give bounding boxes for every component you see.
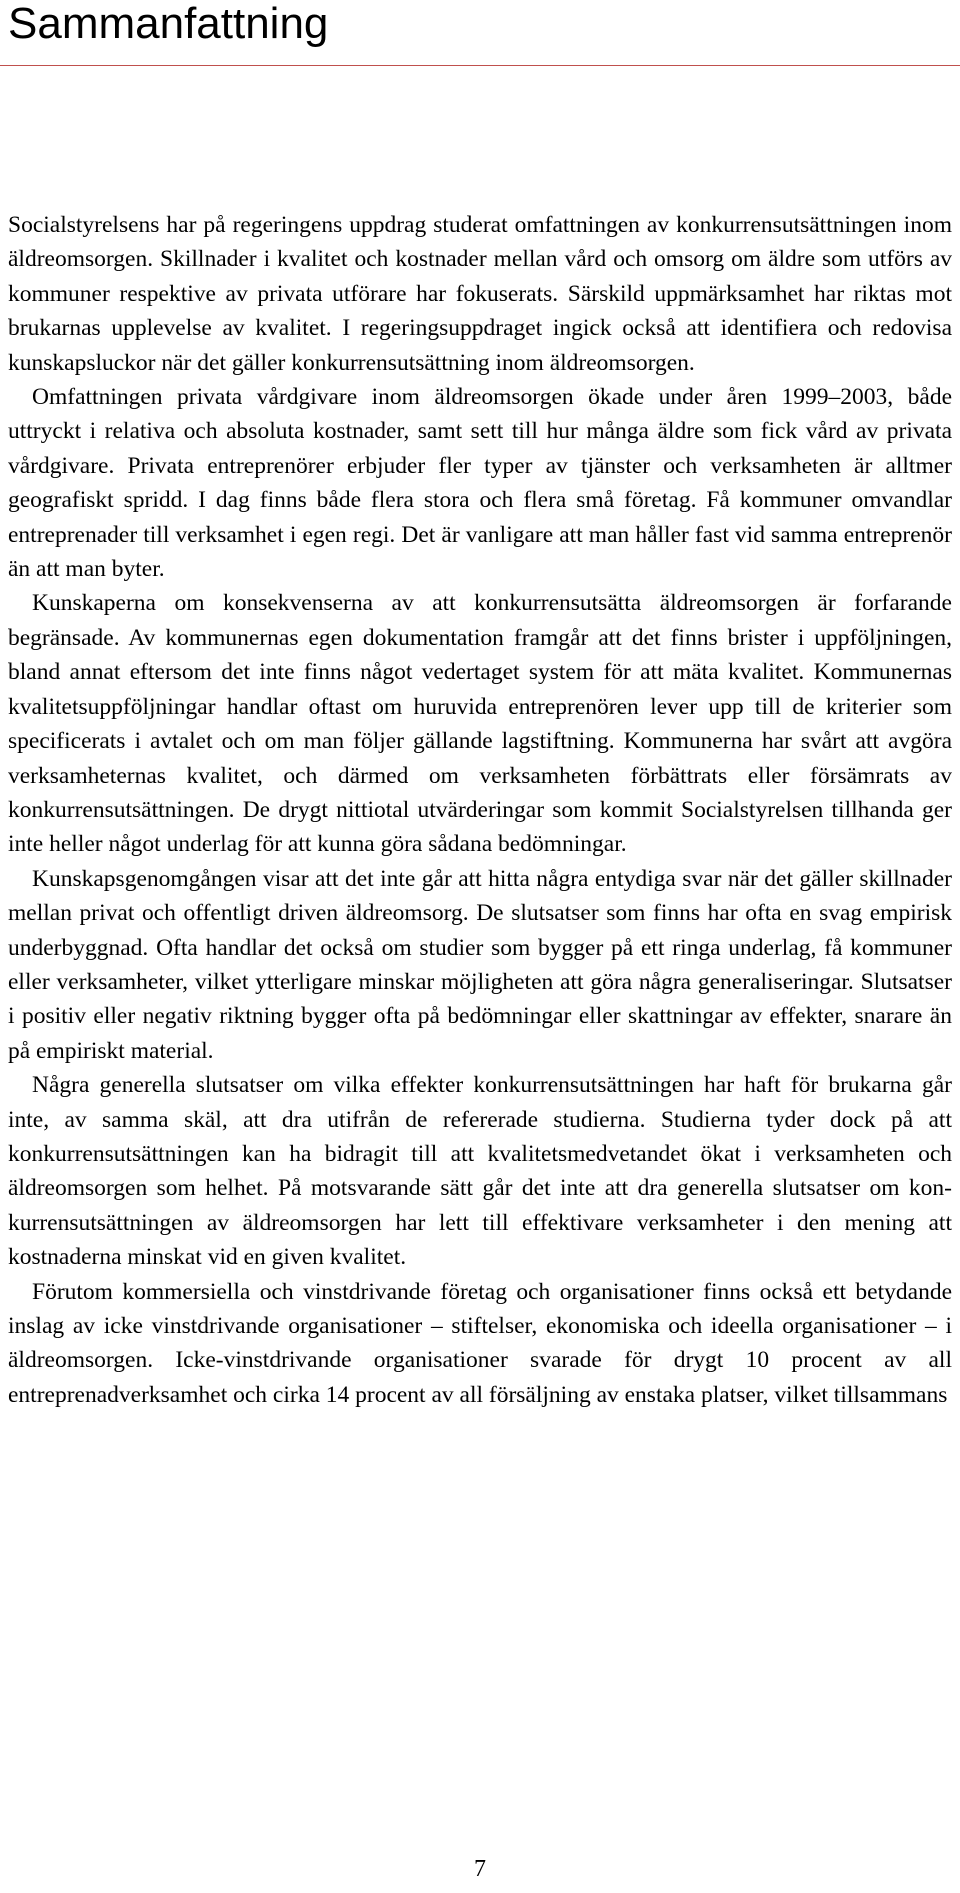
paragraph: Kunskaperna om konsekvenserna av att konkurrensutsätta äldreomsorgen är forfarande begränsade. Av kommunernas egen dokumentation framgår att det finns brister i uppföljningen, bland annat eftersom det inte finns något vedertaget system för att mäta kvalitet. Kommunernas kvalitetsuppföljningar handlar oftast om huruvida entreprenören lever upp till de kriterier som specificerats i avtalet och om man följer gällande lagstiftning. Kommunerna har svårt att avgöra verksamheternas kvalitet, och därmed om verksamheten förbättrats eller försämrats av konkurrensutsättningen. De drygt nittiotal utvärderingar som kommit Socialstyrelsen tillhanda ger inte heller något underlag för att kunna göra sådana bedömningar.: [8, 590, 952, 858]
paragraph: Några generella slutsatser om vilka effekter konkurrensutsättningen har haft för brukarna går inte, av samma skäl, att dra utifrån de refererade studierna. Studierna tyder dock på att konkurrensutsättningen kan ha bidragit till att kvalitetsmedvetandet ökat i verksamheten och äldreomsorgen som helhet. På motsvarande sätt går det inte att dra generella slutsatser om konkurrensutsättningen av äldreomsorgen har lett till effektivare verksamheter i den mening att kostnaderna minskat vid en given kvalitet.: [8, 1072, 952, 1271]
paragraph: Omfattningen privata vårdgivare inom äldreomsorgen ökade under åren 1999–2003, både uttryckt i relativa och absoluta kostnader, samt sett till hur många äldre som fick vård av privata vårdgivare. Privata entreprenörer erbjuder fler typer av tjänster och verksamheten är alltmer geografiskt spridd. I dag finns både flera stora och flera små företag. Få kommuner omvandlar entreprenader till verksamhet i egen regi. Det är vanligare att man håller fast vid samma entreprenör än att man byter.: [8, 384, 952, 583]
paragraph: Kunskapsgenomgången visar att det inte går att hitta några entydiga svar när det gäller skillnader mellan privat och offentligt driven äldreomsorg. De slutsatser som finns har ofta en svag empirisk underbyggnad. Ofta handlar det också om studier som bygger på ett ringa underlag, få kommuner eller verksamheter, vilket ytterligare minskar möjligheten att göra några generaliseringar. Slutsatser i positiv eller negativ riktning bygger ofta på bedömningar eller skattningar av effekter, snarare än på empiriskt material.: [8, 865, 952, 1064]
paragraph: Socialstyrelsens har på regeringens uppdrag studerat omfattningen av konkurrensutsättningen inom äldreomsorgen. Skillnader i kvalitet och kostnader mellan vård och omsorg om äldre som utförs av kommuner respektive av privata utförare har fokuserats. Särskild uppmärksamhet har riktas mot brukarnas upplevelse av kvalitet. I regeringsuppdraget ingick också att identifiera och redovisa kunskapsluckor när det gäller konkurrensutsättning inom äldreomsorgen.: [8, 212, 952, 376]
page-number: 7: [474, 1856, 486, 1882]
page-title: Sammanfattning: [8, 0, 329, 48]
body-text: [8, 208, 952, 1412]
title-divider: [0, 65, 960, 66]
paragraph: Förutom kommersiella och vinstdrivande företag och organisationer finns också ett betydande inslag av icke vinstdrivande organisationer – stiftelser, ekonomiska och ideella organisationer – i äldreomsorgen. Icke-vinstdrivande organisationer svarade för drygt 10 procent av all entreprenadverksamhet och cirka 14 procent av all försäljning av enstaka platser, vilket tillsammans: [8, 1278, 952, 1408]
